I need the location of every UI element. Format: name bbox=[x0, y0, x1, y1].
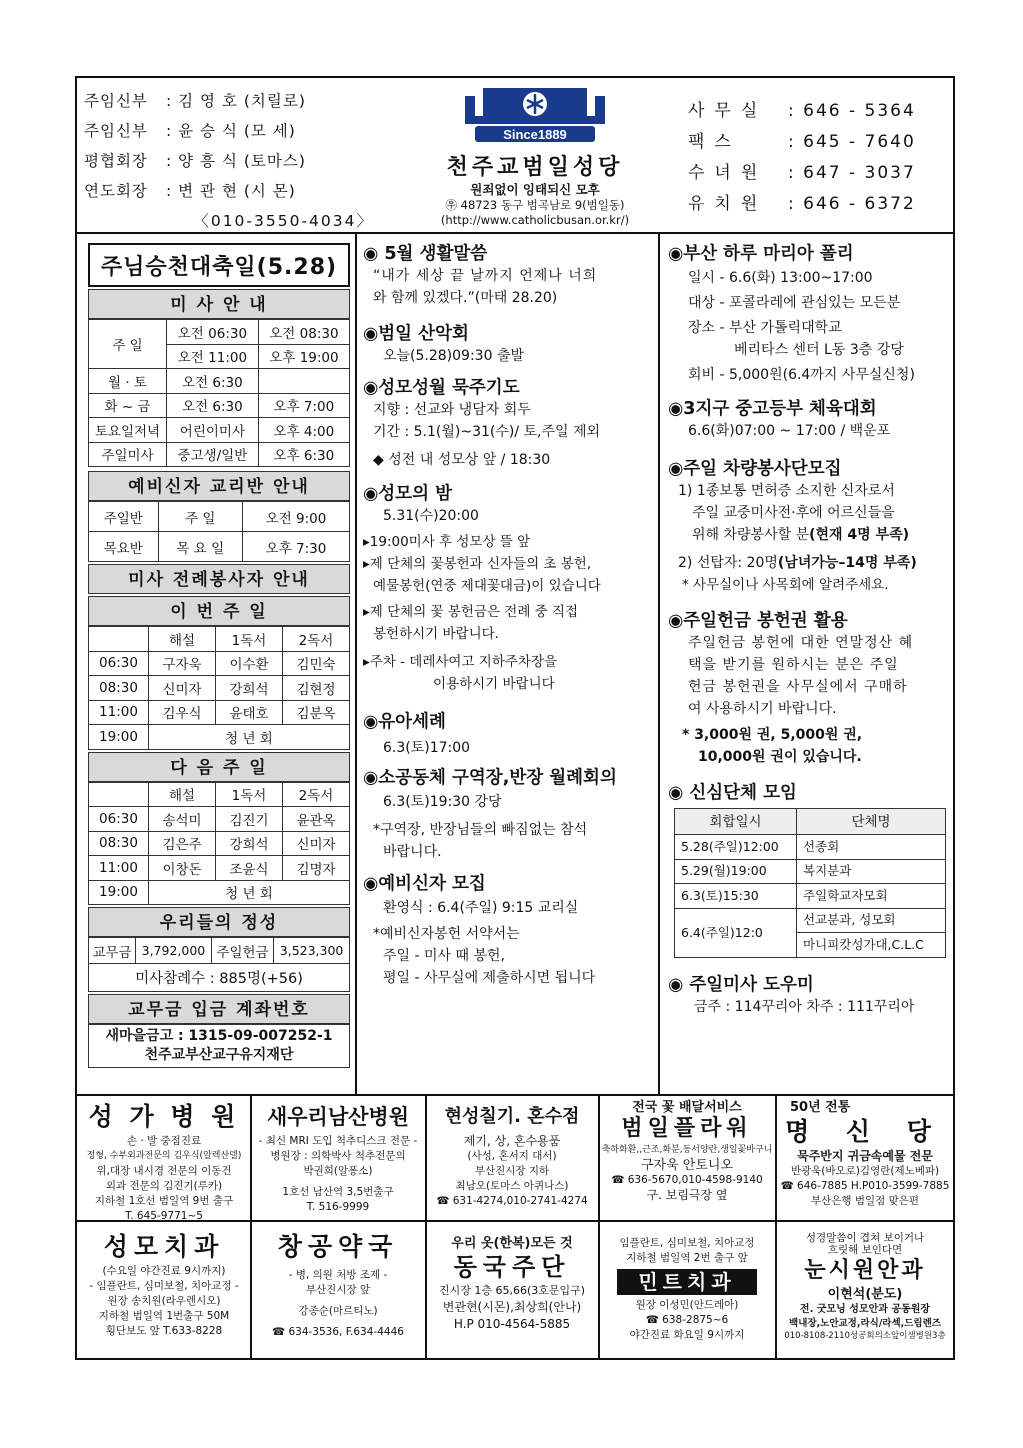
table-cell: 6.3(토)15:30 bbox=[675, 884, 797, 909]
ad-title: 성모치과 bbox=[103, 1232, 225, 1261]
table-cell: 오전 6:30 bbox=[167, 369, 259, 394]
address-block bbox=[405, 198, 665, 228]
table-cell: 오전 11:00 bbox=[167, 344, 259, 369]
church-logo bbox=[455, 84, 615, 144]
table-cell: 11:00 bbox=[89, 856, 149, 881]
body-text: 평일 - 사무실에 제출하시면 됩니다 bbox=[383, 970, 596, 986]
ad-line: 변관현(시몬),최상희(안나) bbox=[442, 1300, 582, 1314]
ad-line: 제기, 상, 혼수용품 bbox=[463, 1134, 561, 1148]
website-link[interactable]: (http://www.catholicbusan.or.kr/) bbox=[440, 213, 630, 227]
ad-line: 구. 보림극장 옆 bbox=[646, 1188, 728, 1202]
ad-subtitle: 50년 전통 bbox=[790, 1100, 851, 1115]
body-text: 5.31(수)20:00 bbox=[383, 508, 479, 524]
table-header: 2독서 bbox=[283, 782, 350, 807]
body-text: 6.3(토)19:30 강당 bbox=[383, 794, 502, 810]
account-title: 교무금 입금 계좌번호 bbox=[88, 994, 350, 1024]
table-cell: 오후 19:00 bbox=[258, 344, 349, 369]
table-cell: 주일미사 bbox=[89, 442, 167, 467]
ad-line: 원장 이성민(안드레아) bbox=[635, 1299, 739, 1311]
section-heading: ◉성모의 밤 bbox=[363, 484, 452, 504]
ad-subtitle: 전국 꽃 배달서비스 bbox=[632, 1100, 742, 1115]
ad-line: 야간진료 화요일 9시까지 bbox=[629, 1329, 745, 1341]
table-cell: 08:30 bbox=[89, 831, 149, 856]
divider bbox=[425, 1095, 427, 1359]
ad-title: 민트치과 bbox=[617, 1269, 757, 1295]
body-text: 바랍니다. bbox=[383, 844, 442, 860]
table-cell: 강희석 bbox=[216, 831, 283, 856]
table-cell: 19:00 bbox=[89, 880, 149, 905]
table-cell: 구자욱 bbox=[149, 651, 216, 676]
body-text: 2) 선탑자: 20명 bbox=[678, 555, 778, 571]
body-text: 1) 1종보통 면허증 소지한 신자로서 bbox=[678, 483, 895, 499]
table-cell: 이창돈 bbox=[149, 856, 216, 881]
body-text: 와 함께 있겠다.”(마태 28.20) bbox=[373, 290, 558, 306]
ad-line: 진시장 1층 65,66(3호문입구) bbox=[438, 1284, 586, 1297]
section-heading: ◉주일헌금 봉헌권 활용 bbox=[668, 611, 848, 631]
ad-nunsiwon-eye bbox=[778, 1232, 952, 1342]
table-cell: 청 년 회 bbox=[149, 880, 350, 905]
ad-line: (사성, 혼서지 대서) bbox=[467, 1150, 557, 1162]
phone-number: : 645 - 7640 bbox=[788, 132, 916, 152]
body-text: “내가 세상 끝 날까지 언제나 너희 bbox=[373, 268, 598, 284]
table-cell: 목 요 일 bbox=[158, 532, 242, 562]
highlight-text: (현재 4명 부족) bbox=[809, 527, 909, 543]
table-cell: 오후 7:00 bbox=[258, 393, 349, 418]
logo-text: Since1889 bbox=[503, 127, 567, 142]
table-cell: 마니피캇성가대,C.L.C bbox=[797, 933, 946, 958]
table-cell: 강희석 bbox=[216, 676, 283, 701]
table-header: 단체명 bbox=[797, 809, 946, 835]
table-cell: 3,792,000 bbox=[136, 938, 212, 964]
address: ㉾ 48723 동구 범곡남로 9(범일동) bbox=[445, 198, 625, 212]
table-cell: 신미자 bbox=[283, 831, 350, 856]
contact-label: 팩스 bbox=[688, 132, 741, 152]
person-name: 양 흥 식 (토마스) bbox=[178, 152, 306, 170]
middle-column bbox=[363, 243, 653, 989]
body-text: ▸19:00미사 후 성모상 뜰 앞 bbox=[363, 534, 531, 550]
account-box bbox=[88, 1024, 350, 1068]
ad-title: 눈시원안과 bbox=[804, 1258, 926, 1283]
group-meeting-table bbox=[674, 808, 946, 958]
body-text: 헌금 봉헌권을 사무실에서 구매하 bbox=[688, 679, 908, 695]
table-cell: 06:30 bbox=[89, 807, 149, 832]
next-week-title: 다 음 주 일 bbox=[88, 752, 350, 782]
table-cell: 화 ~ 금 bbox=[89, 393, 167, 418]
section-heading: ◉부산 하루 마리아 폴리 bbox=[668, 244, 854, 264]
body-text: ▸제 단체의 꽃 봉헌금은 전례 중 직접 bbox=[363, 604, 579, 620]
divider bbox=[355, 233, 357, 1094]
table-cell: 오후 6:30 bbox=[258, 442, 349, 467]
divider bbox=[75, 1094, 955, 1096]
catechism-table bbox=[88, 501, 350, 562]
table-cell: 김은주 bbox=[149, 831, 216, 856]
ad-changgong-pharmacy bbox=[253, 1230, 423, 1340]
section-heading: ◉주일 차량봉사단모집 bbox=[668, 459, 842, 479]
ad-line: 백내장,노안교정,라식/라섹,드림렌즈 bbox=[789, 1318, 941, 1329]
phone-number: : 646 - 5364 bbox=[788, 101, 916, 121]
table-cell: 오후 4:00 bbox=[258, 418, 349, 443]
mass-schedule-title: 미 사 안 내 bbox=[88, 289, 350, 319]
table-header: 1독서 bbox=[216, 782, 283, 807]
ad-myeongsin-jewelry bbox=[778, 1100, 952, 1209]
body-text: 봉헌하시기 바랍니다. bbox=[373, 626, 499, 642]
body-text: 여 사용하시기 바랍니다. bbox=[688, 701, 837, 717]
table-header: 1독서 bbox=[216, 627, 283, 652]
table-cell: 조윤식 bbox=[216, 856, 283, 881]
table-header: 2독서 bbox=[283, 627, 350, 652]
person-name: 변 관 현 (시 몬) bbox=[178, 182, 296, 200]
ad-line: 부산진시장 앞 bbox=[305, 1284, 371, 1296]
body-text: 6.6(화)07:00 ~ 17:00 / 백운포 bbox=[688, 423, 891, 439]
table-cell: 오전 9:00 bbox=[243, 502, 350, 532]
section-heading: ◉3지구 중고등부 체육대회 bbox=[668, 399, 877, 419]
contact-label: 사무실 bbox=[688, 101, 768, 121]
ad-line: 구자욱 안토니오 bbox=[640, 1158, 734, 1173]
phone-number: : 646 - 6372 bbox=[788, 194, 916, 214]
ad-line: ☎ 631-4274,010-2741-4274 bbox=[436, 1195, 588, 1207]
ad-saeuri-hospital bbox=[253, 1100, 423, 1215]
table-header: 해설 bbox=[149, 782, 216, 807]
ad-line: 이현석(분도) bbox=[827, 1287, 903, 1302]
ad-line: 손 · 발 중점진료 bbox=[126, 1135, 202, 1147]
body-text: 장소 - 부산 가톨릭대학교 bbox=[688, 320, 842, 336]
body-text: 오늘(5.28)09:30 출발 bbox=[383, 348, 524, 364]
table-cell: 06:30 bbox=[89, 651, 149, 676]
person-name: 윤 승 식 (모 세) bbox=[178, 122, 296, 140]
church-title: 천주교범일성당 bbox=[446, 155, 624, 180]
phone-number: : 647 - 3037 bbox=[788, 163, 916, 183]
body-text: 금주 : 114꾸리아 차주 : 111꾸리아 bbox=[694, 998, 915, 1015]
ad-line: T. 645-9771~5 bbox=[125, 1210, 203, 1222]
ad-line: 강종순(마르티노) bbox=[298, 1305, 378, 1317]
ad-line: H.P 010-4564-5885 bbox=[453, 1317, 571, 1331]
table-cell: 윤관옥 bbox=[283, 807, 350, 832]
divider bbox=[775, 1095, 777, 1359]
ad-subtitle: 흐릿해 보인다면 bbox=[827, 1244, 903, 1256]
table-cell: 오후 7:30 bbox=[243, 532, 350, 562]
table-cell: 오전 08:30 bbox=[258, 320, 349, 345]
table-cell: 토요일저녁 bbox=[89, 418, 167, 443]
table-cell bbox=[258, 369, 349, 394]
divider bbox=[658, 233, 660, 1094]
body-text: 일시 - 6.6(화) 13:00~17:00 bbox=[688, 270, 873, 286]
body-text: 지향 : 선교와 냉담자 회두 bbox=[373, 402, 531, 418]
ad-title: 창공약국 bbox=[277, 1232, 399, 1261]
ad-line: - 최신 MRI 도입 척추디스크 전문 - bbox=[258, 1135, 418, 1147]
attendance: 미사참례수 : 885명(+56) bbox=[89, 964, 350, 992]
body-text: 대상 - 포콜라레에 관심있는 모든분 bbox=[688, 295, 901, 311]
divider bbox=[598, 1095, 600, 1359]
body-text: 6.3(토)17:00 bbox=[383, 740, 471, 756]
ad-mint-dental bbox=[601, 1236, 773, 1343]
feast-title: 주님승천대축일(5.28) bbox=[88, 243, 350, 287]
body-text: *예비신자봉헌 서약서는 bbox=[373, 926, 520, 942]
contact-label: 수녀원 bbox=[688, 163, 768, 183]
role-label: 연도회장 bbox=[84, 182, 148, 200]
body-text: 택을 받기를 원하시는 분은 주일 bbox=[688, 657, 899, 673]
table-cell: 김민숙 bbox=[283, 651, 350, 676]
table-cell: 선종회 bbox=[797, 835, 946, 860]
ad-line: 최남오(토마스 아퀴나스) bbox=[455, 1180, 569, 1192]
body-text: 회비 - 5,000원(6.4까지 사무실신청) bbox=[688, 367, 915, 383]
ad-title: 동국주단 bbox=[453, 1253, 571, 1281]
ad-line: 병원장 : 의학박사 척추전문의 bbox=[270, 1150, 406, 1162]
table-cell: 김명자 bbox=[283, 856, 350, 881]
ad-line: 박권희(알퐁소) bbox=[303, 1165, 373, 1177]
body-text: ▸제 단체의 꽃봉헌과 신자들의 초 봉헌, bbox=[363, 556, 592, 572]
ad-line: (수요일 야간진료 9시까지) bbox=[102, 1265, 226, 1277]
table-cell: 김우식 bbox=[149, 700, 216, 725]
table-cell: 송석미 bbox=[149, 807, 216, 832]
table-cell: 19:00 bbox=[89, 725, 149, 750]
ad-line: 횡단보도 앞 T.633-8228 bbox=[105, 1325, 223, 1337]
table-cell: 청 년 회 bbox=[149, 725, 350, 750]
ad-line: ☎ 638-2875~6 bbox=[645, 1314, 729, 1326]
this-week-title: 이 번 주 일 bbox=[88, 596, 350, 626]
section-heading: ◉소공동체 구역장,반장 월례회의 bbox=[363, 768, 617, 788]
table-cell: 주 일 bbox=[158, 502, 242, 532]
section-heading: ◉성모성월 묵주기도 bbox=[363, 378, 520, 398]
table-cell: 김현정 bbox=[283, 676, 350, 701]
ad-line: 010-8108-2110성공회의소앞이샘병원3층 bbox=[784, 1331, 946, 1341]
motto: 원죄없이 잉태되신 모후 bbox=[470, 182, 600, 197]
divider bbox=[250, 1095, 252, 1359]
table-cell: 어린이미사 bbox=[167, 418, 259, 443]
table-cell: 주 일 bbox=[89, 320, 167, 369]
body-text: 환영식 : 6.4(주일) 9:15 교리실 bbox=[383, 900, 579, 916]
table-cell: 복지분과 bbox=[797, 859, 946, 884]
body-text: 주일 교중미사전·후에 어르신들을 bbox=[692, 505, 895, 521]
ad-seongmo-dental bbox=[80, 1230, 248, 1339]
ad-line: ☎ 634-3536, F.634-4446 bbox=[272, 1326, 404, 1338]
ad-line: 지하철 범일역 1번출구 50M bbox=[98, 1310, 230, 1322]
body-text: 기간 : 5.1(월)~31(수)/ 토,주일 제외 bbox=[373, 424, 601, 440]
table-cell: 오전 6:30 bbox=[167, 393, 259, 418]
body-text: 예물봉헌(연중 제대꽃대금)이 있습니다 bbox=[373, 578, 601, 594]
ad-subtitle: 지하철 범일역 2번 출구 앞 bbox=[626, 1252, 748, 1264]
ad-hyeonseong-lacquer bbox=[428, 1100, 596, 1209]
ad-line: 묵주반지 귀금속예물 전문 bbox=[797, 1149, 933, 1163]
pastor-list: 주임신부 : 김 영 호 (치릴로) 주임신부 : 윤 승 식 (모 세) 평협회장 : 양 흥 식 (토마스) 연도회장 : 변 관 현 (시 몬) 〈010-3550-4034〉 bbox=[84, 86, 374, 236]
body-text: * 3,000원 권, 5,000원 권, bbox=[682, 727, 863, 743]
offering-table bbox=[88, 937, 350, 992]
ad-dongguk-hanbok bbox=[428, 1236, 596, 1332]
table-cell: 중고생/일반 bbox=[167, 442, 259, 467]
body-text: ▸주차 - 데레사여고 지하주차장을 bbox=[363, 654, 558, 670]
body-text: * 사무실이나 사목회에 알려주세요. bbox=[682, 577, 889, 593]
body-text: 주일헌금 봉헌에 대한 연말정산 혜 bbox=[688, 635, 914, 651]
catechism-title: 예비신자 교리반 안내 bbox=[88, 471, 350, 501]
table-cell: 주일학교자모회 bbox=[797, 884, 946, 909]
ad-line: 부산은행 범일점 맞은편 bbox=[810, 1195, 920, 1207]
ad-line: - 병, 의원 처방 조제 - bbox=[288, 1269, 388, 1281]
ad-line: T. 516-9999 bbox=[306, 1201, 370, 1213]
table-cell: 08:30 bbox=[89, 676, 149, 701]
mass-schedule-table bbox=[88, 319, 350, 467]
ad-subtitle: 임플란트, 심미보철, 치아교정 bbox=[619, 1237, 755, 1249]
table-cell: 이수환 bbox=[216, 651, 283, 676]
body-text: 주일 - 미사 때 봉헌, bbox=[383, 948, 505, 964]
ad-beomil-flower bbox=[601, 1100, 773, 1203]
body-text: 10,000원 권이 있습니다. bbox=[698, 749, 862, 765]
ad-line: ☎ 646-7885 H.P010-3599-7885 bbox=[780, 1180, 950, 1192]
table-cell: 11:00 bbox=[89, 700, 149, 725]
ad-seongga-hospital bbox=[80, 1100, 248, 1224]
section-heading: ◉유아세례 bbox=[363, 712, 446, 732]
ad-line: 부산진시장 지하 bbox=[474, 1165, 550, 1177]
role-label: 주임신부 bbox=[84, 92, 148, 110]
body-text: 위해 차량봉사할 분 bbox=[692, 527, 810, 543]
ad-subtitle: 성경말씀이 겹쳐 보이거나 bbox=[805, 1232, 925, 1244]
ad-line: 정형, 수부외과전문의 김우식(알렉산델) bbox=[86, 1151, 242, 1161]
account-holder: 천주교부산교구유지재단 bbox=[144, 1047, 294, 1063]
body-text: *구역장, 반장님들의 빠짐없는 참석 bbox=[373, 822, 588, 838]
table-cell: 3,523,300 bbox=[274, 938, 350, 964]
table-cell: 주일반 bbox=[89, 502, 159, 532]
contact-list bbox=[688, 96, 938, 220]
left-column bbox=[88, 243, 350, 1068]
table-header: 해설 bbox=[149, 627, 216, 652]
table-cell: 6.4(주일)12:0 bbox=[675, 908, 797, 957]
table-cell: 신미자 bbox=[149, 676, 216, 701]
ad-line: 축하화환,,근조,화분,동서양란,생일꽃바구니 bbox=[601, 1145, 773, 1155]
section-heading: ◉ 신심단체 모임 bbox=[668, 783, 797, 803]
table-cell: 선교분과, 성모회 bbox=[797, 908, 946, 933]
ad-line: 지하철 1호선 범일역 9번 출구 bbox=[94, 1195, 234, 1207]
ad-line: ☎ 636-5670,010-4598-9140 bbox=[611, 1174, 763, 1186]
account-number: 새마을금고 : 1315-09-007252-1 bbox=[105, 1028, 333, 1044]
person-name: 김 영 호 (치릴로) bbox=[178, 92, 306, 110]
section-heading: ◉예비신자 모집 bbox=[363, 874, 486, 894]
role-label: 평협회장 bbox=[84, 152, 148, 170]
table-cell: 오전 06:30 bbox=[167, 320, 259, 345]
body-text: ◆ 성전 내 성모상 앞 / 18:30 bbox=[373, 452, 551, 468]
highlight-text: (남녀가능–14명 부족) bbox=[777, 555, 917, 571]
phone-number: 〈010-3550-4034〉 bbox=[193, 212, 374, 230]
table-cell: 월 · 토 bbox=[89, 369, 167, 394]
section-heading: ◉ 주일미사 도우미 bbox=[668, 974, 814, 995]
table-cell: 주일헌금 bbox=[211, 938, 273, 964]
table-cell: 5.28(주일)12:00 bbox=[675, 835, 797, 860]
role-label: 주임신부 bbox=[84, 122, 148, 140]
ad-title: 현성칠기. 혼수점 bbox=[444, 1106, 580, 1127]
ad-line: 반광욱(바오로)김영란(제노베파) bbox=[790, 1165, 940, 1177]
ad-title: 성 가 병 원 bbox=[88, 1102, 240, 1131]
table-cell: 김진기 bbox=[216, 807, 283, 832]
table-header: 회합일시 bbox=[675, 809, 797, 835]
body-text: 베리타스 센터 L동 3층 강당 bbox=[734, 342, 904, 358]
table-cell: 목요반 bbox=[89, 532, 159, 562]
ad-subtitle: 우리 옷(한복)모든 것 bbox=[451, 1236, 573, 1251]
ad-title: 새우리남산병원 bbox=[266, 1105, 409, 1129]
ad-line: - 임플란트, 심미보철, 치아교정 - bbox=[89, 1280, 239, 1292]
offering-title: 우리들의 정성 bbox=[88, 907, 350, 937]
table-cell: 교무금 bbox=[89, 938, 136, 964]
right-column bbox=[668, 243, 948, 1018]
section-heading: ◉ 5월 생활말씀 bbox=[363, 244, 488, 264]
ad-title: 명 신 당 bbox=[785, 1117, 945, 1146]
next-week-table bbox=[88, 782, 350, 906]
ad-line: 원장 송치원(라우렌시오) bbox=[107, 1295, 221, 1307]
table-cell: 김분옥 bbox=[283, 700, 350, 725]
table-cell: 5.29(월)19:00 bbox=[675, 859, 797, 884]
this-week-table bbox=[88, 626, 350, 750]
contact-label: 유치원 bbox=[688, 194, 768, 214]
table-cell: 윤태호 bbox=[216, 700, 283, 725]
body-text: 이용하시기 바랍니다 bbox=[433, 676, 555, 692]
ad-line: 전. 굿모닝 성모안과 공동원장 bbox=[799, 1304, 931, 1315]
ad-title: 범일플라워 bbox=[621, 1116, 753, 1141]
servers-title: 미사 전례봉사자 안내 bbox=[88, 564, 350, 594]
ad-line: 위,대장 내시경 전문의 이동건 bbox=[96, 1165, 232, 1177]
section-heading: ◉범일 산악회 bbox=[363, 324, 469, 344]
ad-line: 1호선 남산역 3,5번출구 bbox=[282, 1186, 394, 1198]
ad-line: 외과 전문의 김진기(루카) bbox=[105, 1180, 223, 1192]
